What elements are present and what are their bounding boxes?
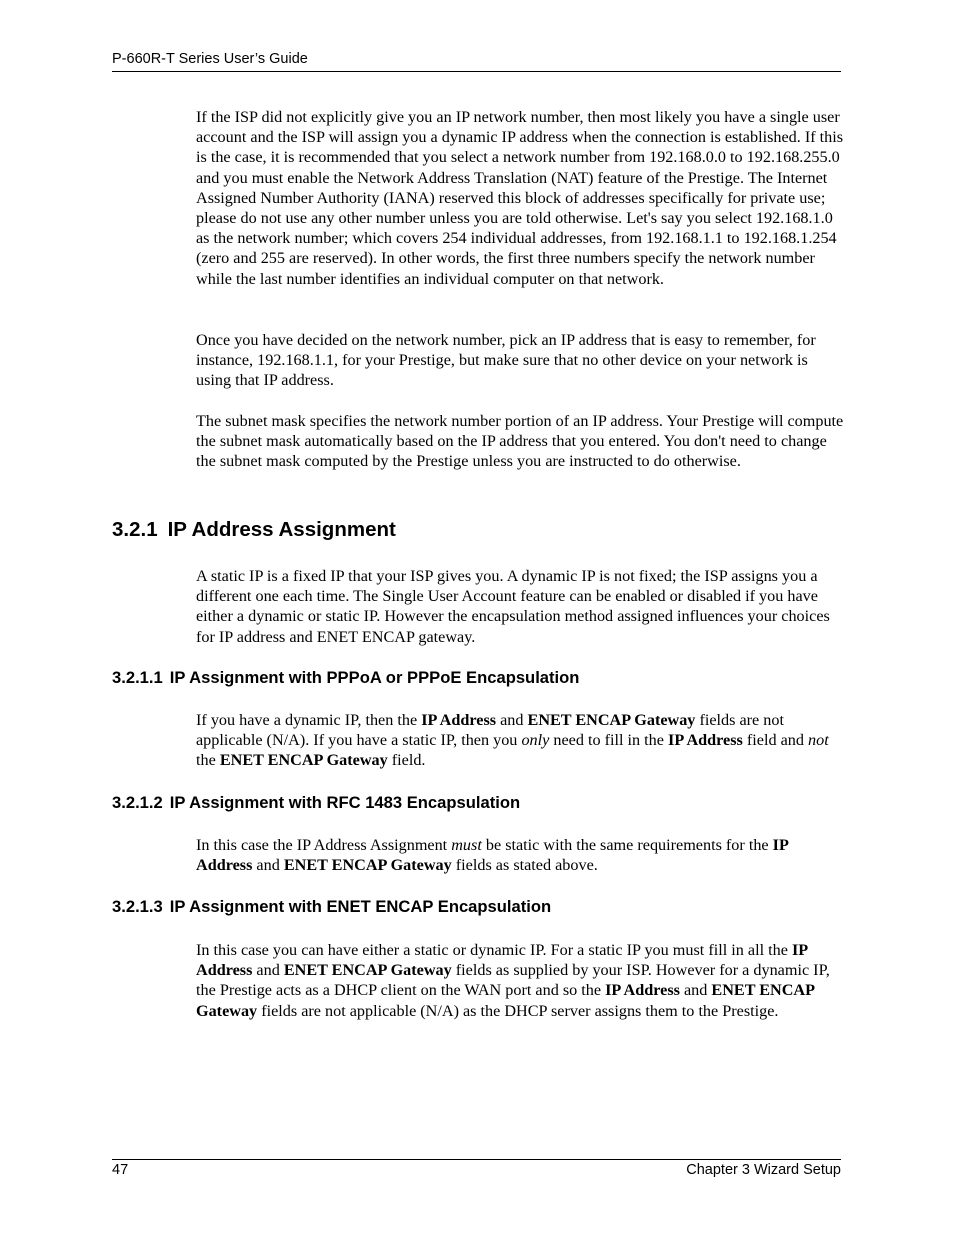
paragraph-pick-ip: Once you have decided on the network number, pick an IP address that is easy to remember, for instance, 192.168.1.1, for your Prestige, but make sure that no other device on your network is using that IP address.: [196, 331, 816, 390]
section-heading-3-2-1-1: [112, 668, 579, 688]
running-header: P-660R-T Series User’s Guide: [112, 51, 308, 67]
section-number: 3.2.1.1: [112, 668, 163, 687]
paragraph-subnet-mask: The subnet mask specifies the network number portion of an IP address. Your Prestige will compute the subnet mask automatically based on the IP address that you entered. You don't need to change the subnet mask computed by the Prestige unless you are instructed to do otherwise.: [196, 412, 844, 471]
chapter-title: Chapter 3 Wizard Setup: [686, 1162, 841, 1178]
section-number: 3.2.1.3: [112, 897, 163, 916]
section-title: IP Address Assignment: [167, 518, 396, 541]
section-heading-3-2-1-3: [112, 897, 551, 917]
paragraph-pppoa-pppoe: If you have a dynamic IP, then the IP Address and ENET ENCAP Gateway fields are not applicable (N/A). If you have a static IP, then you only need to fill in the IP Address field and not the ENET ENCAP Gateway field.: [196, 711, 829, 770]
header-rule: [112, 71, 841, 72]
footer-rule: [112, 1159, 841, 1160]
section-title: IP Assignment with RFC 1483 Encapsulation: [169, 793, 521, 812]
section-number: 3.2.1: [112, 518, 158, 541]
paragraph-rfc1483: In this case the IP Address Assignment must be static with the same requirements for the IP Address and ENET ENCAP Gateway fields as stated above.: [196, 836, 788, 875]
section-heading-3-2-1-2: [112, 793, 520, 813]
paragraph-enet-encap: In this case you can have either a static or dynamic IP. For a static IP you must fill in all the IP Address and ENET ENCAP Gateway fields as supplied by your ISP. However for a dynamic IP, the Prestige acts as a DHCP client on the WAN port and so the IP Address and ENET ENCAP Gateway fields are not applicable (N/A) as the DHCP server assigns them to the Prestige.: [196, 941, 830, 1020]
page-number: 47: [112, 1162, 129, 1178]
section-heading-3-2-1: [112, 518, 396, 542]
section-number: 3.2.1.2: [112, 793, 163, 812]
section-title: IP Assignment with PPPoA or PPPoE Encapsulation: [169, 668, 580, 687]
section-title: IP Assignment with ENET ENCAP Encapsulation: [169, 897, 552, 916]
paragraph-ip-assignment: A static IP is a fixed IP that your ISP gives you. A dynamic IP is not fixed; the ISP assigns you a different one each time. The Single User Account feature can be enabled or disabled if you have either a dynamic or static IP. However the encapsulation method assigned influences your choices for IP address and ENET ENCAP gateway.: [196, 567, 830, 646]
paragraph-network-number: If the ISP did not explicitly give you an IP network number, then most likely you have a single user account and the ISP will assign you a dynamic IP address when the connection is established. If this is the case, it is recommended that you select a network number from 192.168.0.0 to 192.168.255.0 and you must enable the Network Address Translation (NAT) feature of the Prestige. The Internet Assigned Number Authority (IANA) reserved this block of addresses specifically for private use; please do not use any other number unless you are told otherwise. Let's say you select 192.168.1.0 as the network number; which covers 254 individual addresses, from 192.168.1.1 to 192.168.1.254 (zero and 255 are reserved). In other words, the first three numbers specify the network number while the last number identifies an individual computer on that network.: [196, 108, 844, 288]
